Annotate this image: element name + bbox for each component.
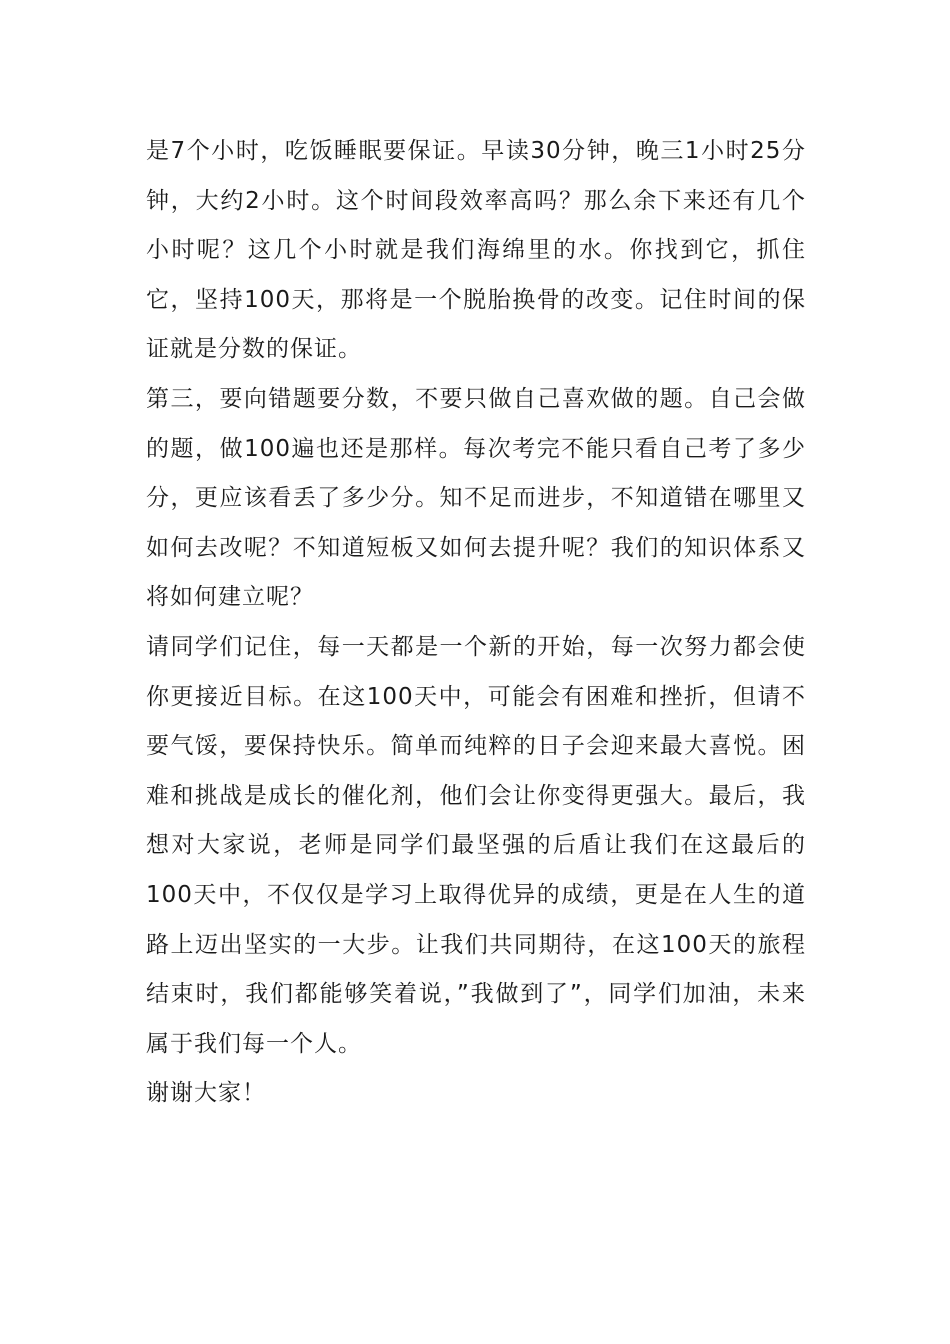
paragraph-third-point-mistakes: 第三，要向错题要分数，不要只做自己喜欢做的题。自己会做的题，做100遍也还是那样。每次考完不能只看自己考了多少分，更应该看丢了多少分。知不足而进步，不知道错在哪里又如何去改呢？不知道短板又如何去提升呢？我们的知识体系又将如何建立呢？ [146,385,806,611]
document-body [146,127,806,1119]
paragraph-time-guarantee: 是7个小时，吃饭睡眠要保证。早读30分钟，晚三1小时25分钟，大约2小时。这个时间段效率高吗？那么余下来还有几个小时呢？这几个小时就是我们海绵里的水。你找到它，抓住它，坚持100天，那将是一个脱胎换骨的改变。记住时间的保证就是分数的保证。 [146,138,806,363]
paragraph-encouragement: 请同学们记住，每一天都是一个新的开始，每一次努力都会使你更接近目标。在这100天中，可能会有困难和挫折，但请不要气馁，要保持快乐。简单而纯粹的日子会迎来最大喜悦。困难和挑战是成长的催化剂，他们会让你变得更强大。最后，我想对大家说，老师是同学们最坚强的后盾让我们在这最后的100天中，不仅仅是学习上取得优异的成绩，更是在人生的道路上迈出坚实的一大步。让我们共同期待，在这100天的旅程结束时，我们都能够笑着说，”我做到了”，同学们加油，未来属于我们每一个人。 [146,633,806,1057]
paragraph-thanks: 谢谢大家！ [146,1080,266,1107]
